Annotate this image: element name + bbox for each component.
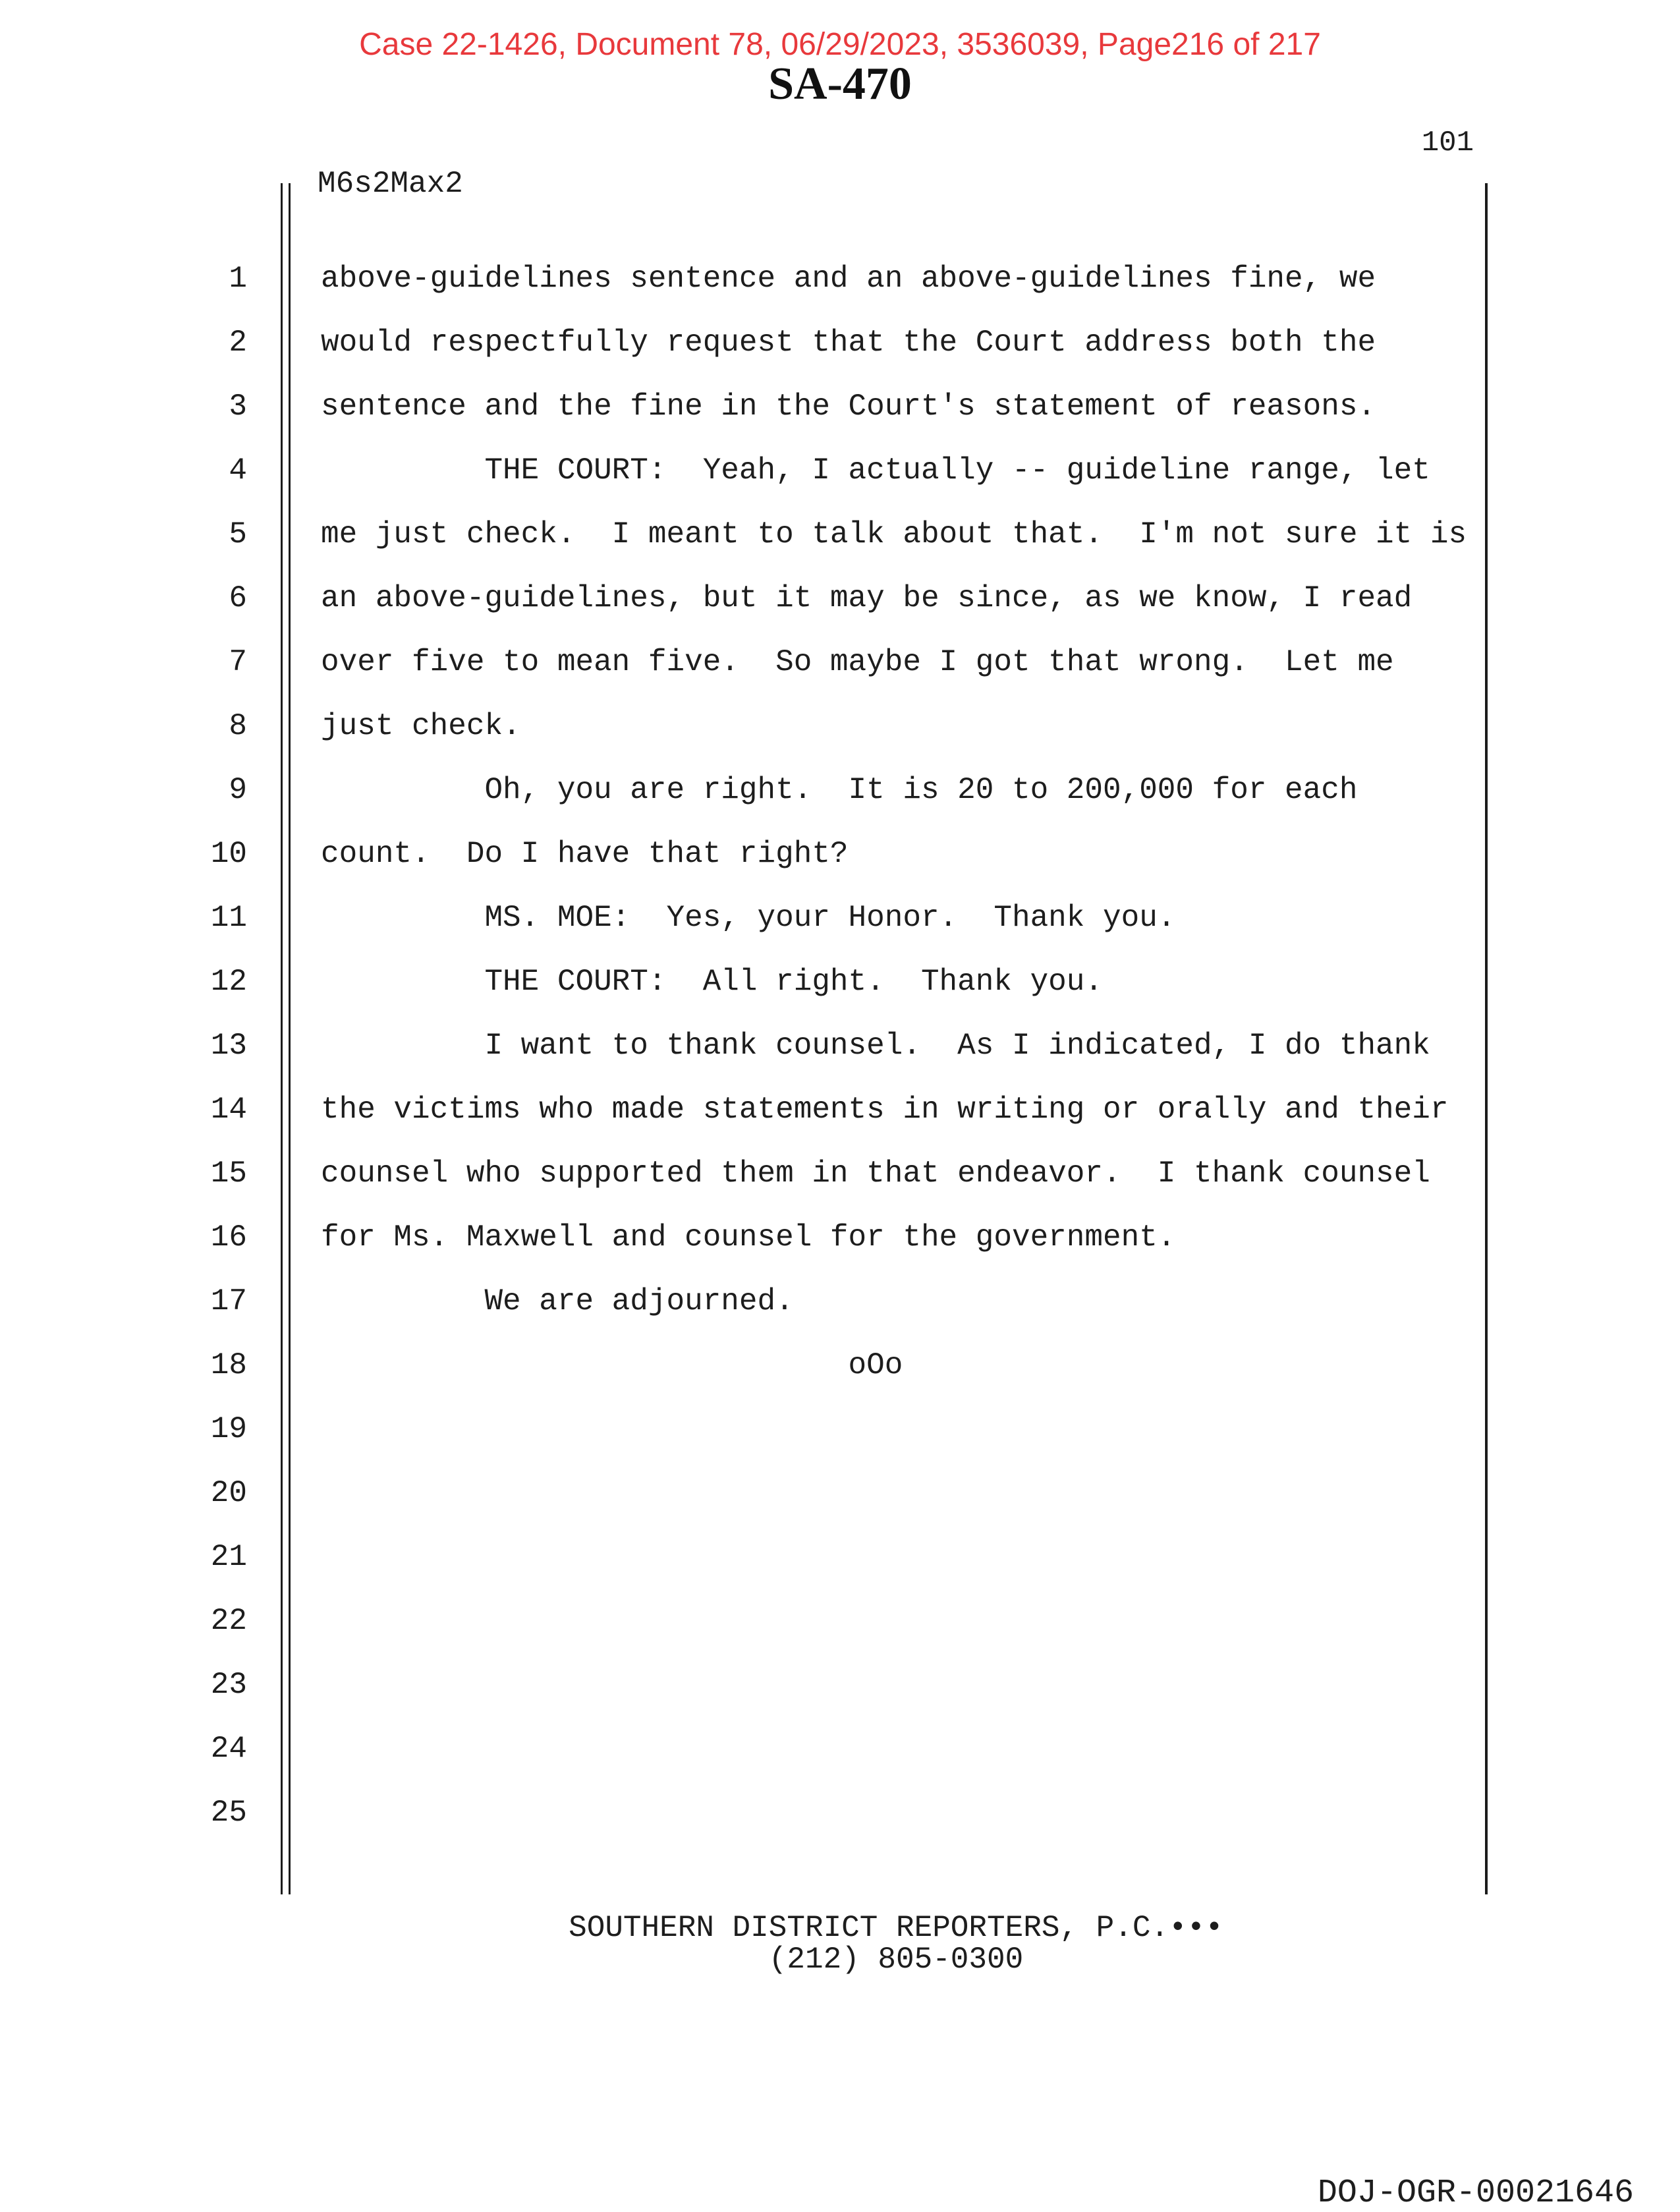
transcript-line bbox=[0, 1350, 1680, 1414]
transcript-line bbox=[0, 967, 1680, 1031]
appendix-page-label: SA-470 bbox=[768, 59, 912, 109]
line-text: oOo bbox=[321, 1348, 903, 1382]
line-number: 6 bbox=[229, 581, 247, 615]
line-number: 4 bbox=[229, 453, 247, 488]
line-number: 25 bbox=[210, 1796, 247, 1830]
reporter-phone-line: (212) 805-0300 bbox=[768, 1943, 1024, 1977]
line-number: 24 bbox=[210, 1732, 247, 1766]
line-text: just check. bbox=[321, 709, 521, 743]
line-number: 8 bbox=[229, 709, 247, 743]
line-number: 19 bbox=[210, 1412, 247, 1446]
line-number: 16 bbox=[210, 1220, 247, 1255]
line-text: sentence and the fine in the Court's statement of reasons. bbox=[321, 389, 1376, 424]
line-text: I want to thank counsel. As I indicated, I do thank bbox=[321, 1029, 1430, 1063]
transcript-line bbox=[0, 711, 1680, 775]
line-number: 10 bbox=[210, 837, 247, 871]
line-text: an above-guidelines, but it may be since, as we know, I read bbox=[321, 581, 1413, 615]
reporter-name-line: SOUTHERN DISTRICT REPORTERS, P.C.••• bbox=[569, 1911, 1223, 1945]
line-number: 9 bbox=[229, 773, 247, 807]
line-text: We are adjourned. bbox=[321, 1284, 794, 1319]
line-number: 7 bbox=[229, 645, 247, 679]
line-text: THE COURT: All right. Thank you. bbox=[321, 965, 1103, 999]
transcript-line bbox=[0, 775, 1680, 839]
transcript-id: M6s2Max2 bbox=[318, 167, 463, 201]
line-text: would respectfully request that the Court address both the bbox=[321, 326, 1376, 360]
line-text: over five to mean five. So maybe I got that wrong. Let me bbox=[321, 645, 1394, 679]
line-number: 14 bbox=[210, 1092, 247, 1127]
transcript-line bbox=[0, 903, 1680, 967]
transcript-line bbox=[0, 519, 1680, 583]
transcript-line bbox=[0, 264, 1680, 327]
line-number: 23 bbox=[210, 1668, 247, 1702]
line-number: 22 bbox=[210, 1604, 247, 1638]
line-number: 18 bbox=[210, 1348, 247, 1382]
transcript-line bbox=[0, 1734, 1680, 1798]
line-text: for Ms. Maxwell and counsel for the government. bbox=[321, 1220, 1176, 1255]
line-text: Oh, you are right. It is 20 to 200,000 for each bbox=[321, 773, 1358, 807]
bates-number: DOJ-OGR-00021646 bbox=[1317, 2174, 1634, 2212]
line-number: 2 bbox=[229, 326, 247, 360]
transcript-line bbox=[0, 647, 1680, 711]
line-number: 20 bbox=[210, 1476, 247, 1510]
line-text: counsel who supported them in that endeavor. I thank counsel bbox=[321, 1156, 1430, 1191]
transcript-line bbox=[0, 1414, 1680, 1478]
transcript-line bbox=[0, 583, 1680, 647]
page-number: 101 bbox=[1421, 127, 1474, 159]
transcript-line bbox=[0, 1222, 1680, 1286]
line-text: MS. MOE: Yes, your Honor. Thank you. bbox=[321, 901, 1176, 935]
transcript-line bbox=[0, 1094, 1680, 1158]
line-text: THE COURT: Yeah, I actually -- guideline range, let bbox=[321, 453, 1430, 488]
case-caption-header: Case 22-1426, Document 78, 06/29/2023, 3536039, Page216 of 217 bbox=[359, 27, 1321, 62]
transcript-line bbox=[0, 1031, 1680, 1094]
transcript-line bbox=[0, 327, 1680, 391]
line-text: count. Do I have that right? bbox=[321, 837, 849, 871]
line-text: the victims who made statements in writing or orally and their bbox=[321, 1092, 1449, 1127]
line-number: 15 bbox=[210, 1156, 247, 1191]
transcript-line bbox=[0, 1798, 1680, 1861]
transcript-line bbox=[0, 839, 1680, 903]
line-number: 5 bbox=[229, 517, 247, 552]
transcript-line bbox=[0, 455, 1680, 519]
line-text: me just check. I meant to talk about that. I'm not sure it is bbox=[321, 517, 1467, 552]
transcript-line bbox=[0, 1670, 1680, 1734]
transcript-line bbox=[0, 1286, 1680, 1350]
transcript-line bbox=[0, 1606, 1680, 1670]
transcript-body bbox=[0, 264, 1680, 1861]
line-number: 13 bbox=[210, 1029, 247, 1063]
transcript-line bbox=[0, 1158, 1680, 1222]
line-number: 1 bbox=[229, 262, 247, 296]
line-number: 3 bbox=[229, 389, 247, 424]
line-number: 12 bbox=[210, 965, 247, 999]
reporter-footer bbox=[321, 1912, 1471, 1975]
line-number: 17 bbox=[210, 1284, 247, 1319]
line-number: 21 bbox=[210, 1540, 247, 1574]
line-number: 11 bbox=[210, 901, 247, 935]
transcript-line bbox=[0, 391, 1680, 455]
transcript-line bbox=[0, 1478, 1680, 1542]
line-text: above-guidelines sentence and an above-guidelines fine, we bbox=[321, 262, 1376, 296]
transcript-line bbox=[0, 1542, 1680, 1606]
